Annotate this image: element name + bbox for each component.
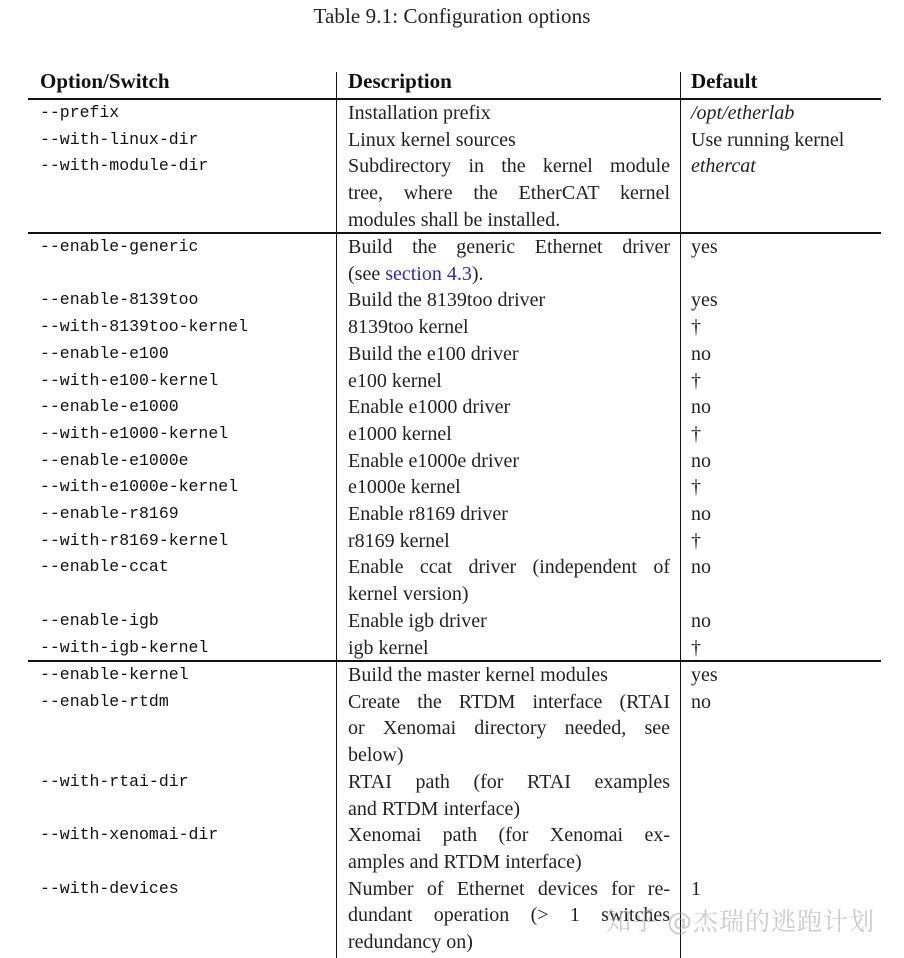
option-description	[348, 689, 670, 769]
option-description	[348, 314, 670, 341]
option-switch: --with-xenomai-dir	[40, 825, 219, 845]
description-line: dundant operation (> 1 switches	[348, 904, 670, 927]
option-switch: --enable-e1000	[40, 397, 179, 417]
option-default: Use running kernel	[691, 128, 845, 151]
section-link[interactable]: section 4.3	[385, 262, 472, 285]
option-default: yes	[691, 236, 718, 258]
option-default: no	[691, 690, 711, 713]
option-description	[348, 234, 670, 287]
option-description	[348, 421, 670, 448]
option-switch: --enable-ccat	[40, 557, 169, 577]
option-description	[348, 554, 670, 607]
table-caption: Table 9.1: Configuration options	[313, 4, 591, 28]
option-default: /opt/etherlab	[691, 102, 795, 124]
description-line: redundancy on)	[348, 931, 473, 953]
description-line: Linux kernel sources	[348, 128, 516, 151]
option-default: †	[691, 316, 701, 339]
option-default: †	[691, 529, 701, 552]
description-line: tree, where the EtherCAT kernel	[348, 182, 670, 205]
option-default: no	[691, 342, 711, 365]
option-switch: --with-devices	[40, 878, 179, 898]
option-description	[348, 662, 670, 689]
description-line: e100 kernel	[348, 369, 442, 392]
header-description: Description	[348, 69, 452, 93]
option-description	[348, 528, 670, 555]
description-line: Enable ccat driver (independent of	[348, 556, 670, 579]
option-switch: --with-rtai-dir	[40, 771, 189, 791]
option-description	[348, 394, 670, 421]
description-line: Build the master kernel modules	[348, 664, 608, 686]
option-description	[348, 341, 670, 368]
description-line: Enable igb driver	[348, 609, 487, 632]
option-default: no	[691, 556, 711, 579]
description-line: kernel version)	[348, 583, 469, 606]
description-line: 8139too kernel	[348, 316, 469, 339]
description-line: (see section 4.3).	[348, 262, 484, 285]
option-switch: --enable-e100	[40, 343, 169, 363]
description-line: RTAI path (for RTAI examples	[348, 770, 670, 793]
option-description	[348, 474, 670, 501]
option-switch: --enable-e1000e	[40, 450, 189, 470]
description-line: Enable e1000e driver	[348, 449, 520, 472]
option-switch: --enable-8139too	[40, 290, 199, 310]
description-line: modules shall be installed.	[348, 208, 561, 231]
option-description	[348, 608, 670, 635]
option-default: no	[691, 503, 711, 525]
column-divider	[336, 72, 337, 958]
header-option: Option/Switch	[40, 69, 170, 93]
option-switch: --with-module-dir	[40, 156, 209, 176]
option-description	[348, 153, 670, 233]
option-switch: --enable-rtdm	[40, 691, 169, 711]
description-line: Build the e100 driver	[348, 342, 519, 365]
description-line: Create the RTDM interface (RTAI	[348, 690, 670, 713]
description-line: Subdirectory in the kernel module	[348, 155, 670, 178]
option-default: no	[691, 609, 711, 632]
option-switch: --enable-generic	[40, 237, 199, 256]
option-switch: --enable-igb	[40, 610, 159, 630]
description-line: Build the generic Ethernet driver	[348, 236, 670, 258]
option-description	[348, 368, 670, 395]
option-description	[348, 287, 670, 314]
option-switch: --with-8139too-kernel	[40, 317, 248, 337]
description-line: Enable r8169 driver	[348, 503, 508, 525]
option-default: no	[691, 396, 711, 419]
option-default: †	[691, 422, 701, 445]
option-switch: --with-e1000e-kernel	[40, 477, 239, 497]
option-switch: --prefix	[40, 103, 120, 122]
watermark: 知乎 @杰瑞的逃跑计划	[606, 907, 875, 936]
description-line: Installation prefix	[348, 102, 491, 124]
option-default: ethercat	[691, 155, 756, 178]
option-default: †	[691, 636, 701, 659]
description-line: Xenomai path (for Xenomai ex-	[348, 824, 670, 847]
option-switch: --with-e100-kernel	[40, 370, 219, 390]
description-line: Enable e1000 driver	[348, 396, 511, 419]
option-switch: --with-igb-kernel	[40, 637, 209, 657]
option-description	[348, 127, 670, 154]
description-line: igb kernel	[348, 636, 429, 659]
option-default: yes	[691, 664, 718, 686]
description-line: e1000e kernel	[348, 476, 461, 499]
option-switch: --enable-r8169	[40, 504, 179, 523]
header-default: Default	[691, 69, 758, 93]
description-line: e1000 kernel	[348, 422, 452, 445]
option-default: no	[691, 449, 711, 472]
option-description	[348, 100, 670, 127]
option-default: yes	[691, 289, 718, 312]
description-line: Build the 8139too driver	[348, 289, 546, 312]
option-description	[348, 448, 670, 475]
option-description	[348, 635, 670, 662]
description-line: r8169 kernel	[348, 529, 450, 552]
option-default: †	[691, 476, 701, 499]
option-description	[348, 822, 670, 875]
option-switch: --with-r8169-kernel	[40, 530, 229, 550]
column-divider	[680, 72, 681, 958]
description-line: Number of Ethernet devices for re-	[348, 877, 670, 900]
option-default: †	[691, 369, 701, 392]
option-switch: --with-linux-dir	[40, 129, 199, 149]
description-line: below)	[348, 744, 404, 767]
option-switch: --enable-kernel	[40, 665, 189, 684]
description-line: amples and RTDM interface)	[348, 850, 582, 873]
description-line: or Xenomai directory needed, see	[348, 717, 670, 740]
option-description	[348, 769, 670, 822]
option-default: 1	[691, 877, 701, 900]
description-line: and RTDM interface)	[348, 797, 521, 820]
option-switch: --with-e1000-kernel	[40, 423, 229, 443]
option-description	[348, 501, 670, 528]
